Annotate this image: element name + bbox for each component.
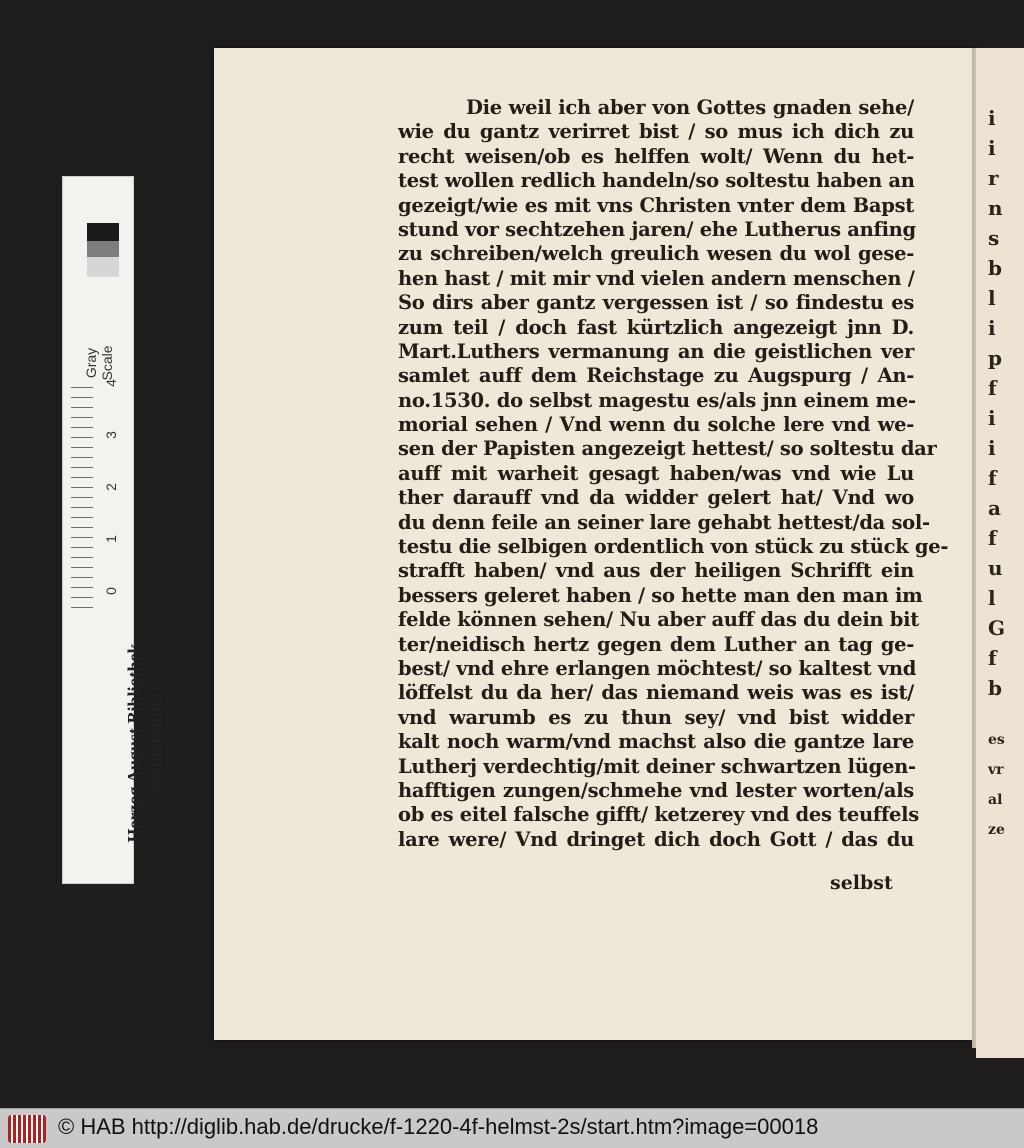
right-page-text-fragment: r <box>988 166 999 190</box>
text-line: best/ vnd ehre erlangen möchtest/ so kaltest vnd <box>398 656 917 680</box>
ruler-number: 1 <box>102 535 119 543</box>
ruler-library-title <box>124 623 166 863</box>
footer-bar <box>0 1108 1024 1148</box>
gray-swatch-mid <box>87 241 119 257</box>
ruler-number: 4 <box>102 379 119 387</box>
text-line: So dirs aber gantz vergessen ist / so findestu es <box>398 291 914 315</box>
text-line: lare were/ Vnd dringet dich doch Gott / das du <box>398 827 914 851</box>
text-line: du denn feile an seiner lare gehabt hettest/da sol- <box>398 510 930 534</box>
ruler-number: 0 <box>102 587 119 595</box>
right-page-text-fragment: s <box>988 226 1000 250</box>
right-page-text-fragment: p <box>988 346 1002 370</box>
right-page-text-fragment: l <box>988 586 996 610</box>
text-line: ter/neidisch hertz gegen dem Luther an tag ge- <box>398 632 914 656</box>
right-page-text-fragment: al <box>988 792 1003 808</box>
text-line: ther darauff vnd da widder gelert hat/ Vnd wo <box>398 486 914 510</box>
right-page-text-fragment: ze <box>988 822 1005 838</box>
right-page-text-fragment: i <box>988 406 996 430</box>
right-page-text-fragment: i <box>988 106 996 130</box>
right-page-text-fragment: u <box>988 556 1003 580</box>
right-page-text-fragment: f <box>988 376 997 400</box>
text-line: morial sehen / Vnd wenn du solche lere vnd we- <box>398 413 914 437</box>
text-line: sen der Papisten angezeigt hettest/ so soltestu dar <box>398 437 937 461</box>
right-page-text-fragment: i <box>988 436 996 460</box>
text-line: stund vor sechtzehen jaren/ ehe Lutherus anfing <box>398 217 916 241</box>
footer-credit[interactable]: © HAB http://diglib.hab.de/drucke/f-1220-4f-helmst-2s/start.htm?image=00018 <box>58 1114 819 1139</box>
text-line: Die weil ich aber von Gottes gnaden sehe/ <box>466 96 914 119</box>
text-line: ob es eitel falsche gifft/ ketzerey vnd des teuffels <box>398 803 919 827</box>
text-line: samlet auff dem Reichstage zu Augspurg / An- <box>398 364 914 388</box>
right-page-text-fragment: i <box>988 316 996 340</box>
text-line: zu schreiben/welch greulich wesen du wol gese- <box>398 242 914 266</box>
page-text-block <box>398 96 949 852</box>
ruler-number: 3 <box>102 431 119 439</box>
text-line: gezeigt/wie es mit vns Christen vnter dem Bapst <box>398 193 914 217</box>
text-line: Mart.Luthers vermanung an die geistlichen ver <box>398 339 914 363</box>
right-page-text-fragment: f <box>988 526 997 550</box>
right-page-text-fragment: a <box>988 496 1001 520</box>
right-page-text-fragment: f <box>988 466 997 490</box>
text-line: hafftigen zungen/schmehe vnd lester worten/als <box>398 778 914 802</box>
text-line: no.1530. do selbst magestu es/als jnn einem me- <box>398 388 916 412</box>
text-line: Lutherj verdechtig/mit deiner schwartzen lügen- <box>398 754 916 778</box>
ruler-scale-label: Gray Scale <box>83 345 115 381</box>
hab-logo-icon <box>8 1115 46 1143</box>
text-line: strafft haben/ vnd aus der heiligen Schrifft ein <box>398 559 914 583</box>
text-line: löffelst du da her/ das niemand weis was es ist/ <box>398 681 914 705</box>
right-page-text-fragment: es <box>988 732 1005 748</box>
library-location: Wolfenbüttel <box>145 693 165 794</box>
text-line: hen hast / mit mir vnd vielen andern menschen / <box>398 266 915 290</box>
right-page-text-fragment: b <box>988 256 1002 280</box>
right-page-text-fragment: vr <box>988 762 1004 778</box>
text-line: zum teil / doch fast kürtzlich angezeigt jnn D. <box>398 315 914 339</box>
text-line: recht weisen/ob es helffen wolt/ Wenn du het- <box>398 144 914 168</box>
catchword: selbst <box>830 872 893 894</box>
book-page-right-edge <box>976 48 1024 1058</box>
right-page-text-fragment: f <box>988 646 997 670</box>
text-line: vnd warumb es zu thun sey/ vnd bist widder <box>398 705 914 729</box>
text-line: kalt noch warm/vnd machst also die gantze lare <box>398 730 914 754</box>
text-line: felde können sehen/ Nu aber auff das du dein bit <box>398 608 919 632</box>
text-line: test wollen redlich handeln/so soltestu haben an <box>398 169 915 193</box>
text-line: wie du gantz verirret bist / so mus ich dich zu <box>398 120 914 144</box>
gray-swatch-light <box>87 257 119 277</box>
ruler-ticks <box>71 387 93 617</box>
text-line: testu die selbigen ordentlich von stück zu stück ge- <box>398 535 949 559</box>
right-page-text-fragment: l <box>988 286 996 310</box>
right-page-text-fragment: i <box>988 136 996 160</box>
gray-scale-ruler <box>62 176 165 884</box>
library-name: Herzog August Bibliothek <box>124 643 144 843</box>
right-page-text-fragment: G <box>988 616 1006 640</box>
right-page-text-fragment: n <box>988 196 1003 220</box>
text-line: auff mit warheit gesagt haben/was vnd wie Lu <box>398 461 914 485</box>
ruler-number: 2 <box>102 483 119 491</box>
gray-swatch-dark <box>87 223 119 241</box>
right-page-text-fragment: b <box>988 676 1002 700</box>
text-line: bessers geleret haben / so hette man den man im <box>398 583 923 607</box>
